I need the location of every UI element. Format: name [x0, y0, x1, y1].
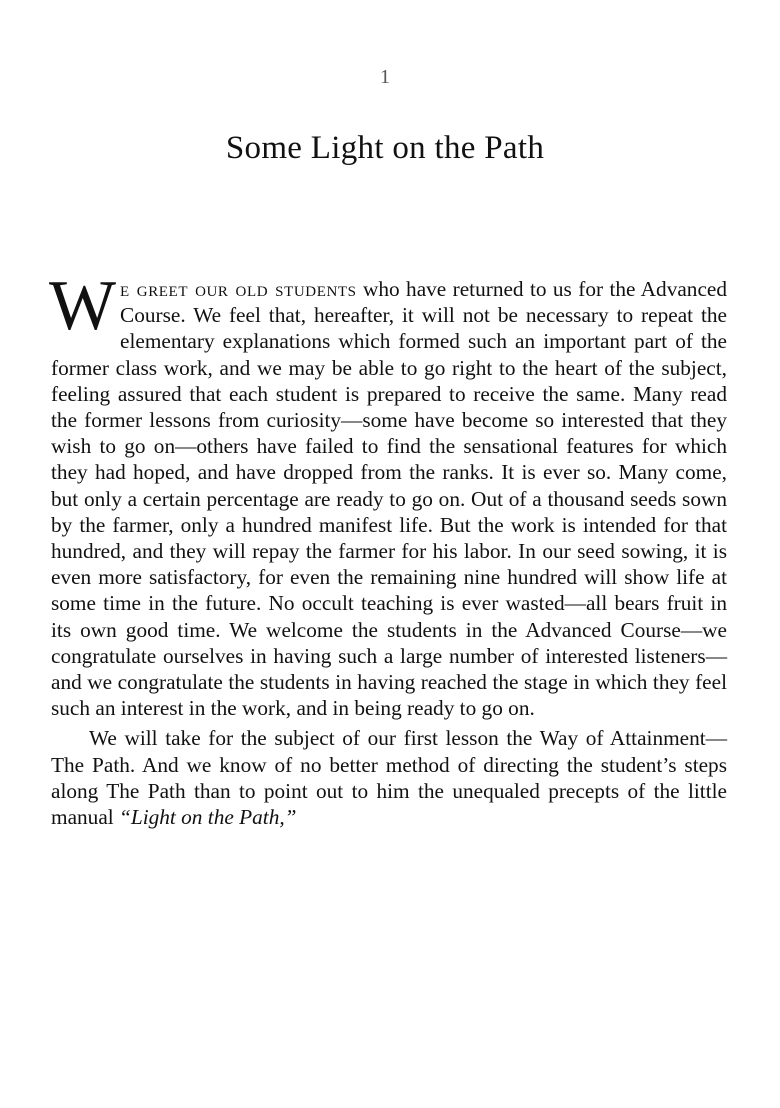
body-text — [49, 267, 728, 830]
page-number: 1 — [380, 66, 390, 88]
drop-cap: W — [49, 267, 117, 345]
small-caps-lead: e greet our old students — [120, 277, 357, 301]
paragraph-1-text: who have returned to us for the Advanced Course. We feel that, hereafter, it will not be necessary to repeat the elementary explanations which formed such an important part of the former class work, and we may be able to go right to the heart of the subject, feeling assured that each student is prepared to receive the same. Many read the former lessons from curiosity—some have become so interested that they wish to go on—others have failed to find the sensational features for which they had hoped, and have dropped from the ranks. It is ever so. Many come, but only a certain percentage are ready to go on. Out of a thousand seeds sown by the farmer, only a hundred manifest life. But the work is intended for that hundred, and they will repay the farmer for his labor. In our seed sowing, it is even more satisfactory, for even the remaining nine hundred will show life at some time in the future. No occult teaching is ever wasted—all bears fruit in its own good time. We welcome the students in the Advanced Course—we congratulate ourselves in having such a large number of interested listeners—and we congratulate the students in having reached the stage in which they feel such an interest in the work, and in being ready to go on. — [51, 277, 728, 721]
paragraph-2 — [51, 725, 727, 830]
book-title-italic: “Light on the Path,” — [119, 805, 297, 830]
paragraph-1 — [49, 267, 728, 721]
paragraph-2-text: We will take for the subject of our first lesson the Way of Attainment—The Path. And we know of no better method of directing the student’s steps along The Path than to point out to him the unequaled precepts of the little manual — [51, 726, 727, 830]
chapter-title: Some Light on the Path — [225, 130, 545, 166]
